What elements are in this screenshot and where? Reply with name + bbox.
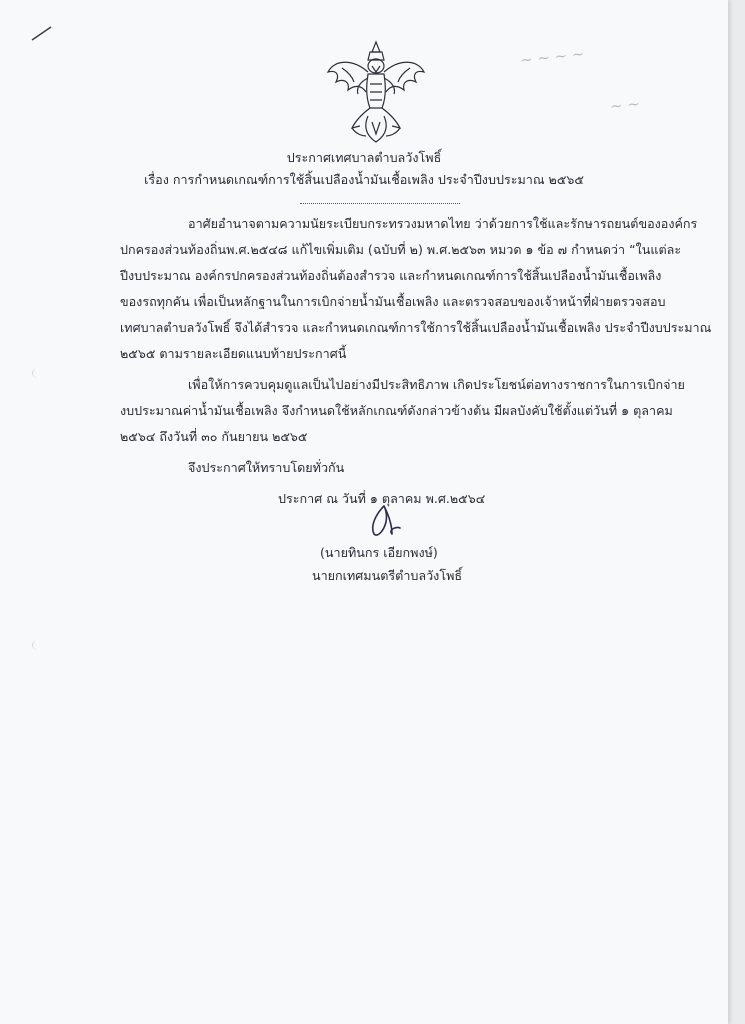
- subject-line: เรื่อง การกำหนดเกณฑ์การใช้สิ้นเปลืองน้ำมันเชื้อเพลิง ประจำปีงบประมาณ ๒๕๖๕: [144, 172, 584, 187]
- signer-name: (นายทินกร เอียกพงษ์): [320, 545, 438, 560]
- punch-hole-mark: [32, 368, 43, 378]
- paragraph1-line: ๒๕๖๕ ตามรายละเอียดแนบท้ายประกาศนี้: [120, 346, 347, 361]
- date-line: ประกาศ ณ วันที่ ๑ ตุลาคม พ.ศ.๒๕๖๔: [278, 491, 486, 506]
- paragraph1-line: ปกครองส่วนท้องถิ่นพ.ศ.๒๕๔๘ แก้ไขเพิ่มเติม (ฉบับที่ ๒) พ.ศ.๒๕๖๓ หมวด ๑ ข้อ ๗ กำหนดว่า “ในแต่ละ: [120, 242, 682, 257]
- garuda-emblem-icon: [322, 38, 430, 146]
- punch-hole-mark: [32, 640, 43, 650]
- closing-line: จึงประกาศให้ทราบโดยทั่วกัน: [188, 460, 345, 475]
- paragraph2-line: งบประมาณค่าน้ำมันเชื้อเพลิง จึงกำหนดใช้หลักเกณฑ์ดังกล่าวข้างต้น มีผลบังคับใช้ตั้งแต่วันที่ ๑ ตุลาคม: [120, 403, 673, 418]
- dotted-separator: [300, 203, 460, 204]
- pen-stroke: [30, 24, 54, 42]
- paragraph1-line: ของรถทุกคัน เพื่อเป็นหลักฐานในการเบิกจ่ายน้ำมันเชื้อเพลิง และตรวจสอบของเจ้าหน้าที่ฝ่ายตรวจสอบ: [120, 294, 666, 309]
- agency-title: ประกาศเทศบาลตำบลวังโพธิ์: [286, 150, 442, 165]
- pencil-mark: ~ ~: [609, 94, 641, 116]
- signature-icon: [362, 500, 404, 542]
- paragraph1-line: อาศัยอำนาจตามความนัยระเบียบกระทรวงมหาดไทย ว่าด้วยการใช้และรักษารถยนต์ขององค์กร: [188, 216, 698, 231]
- paragraph2-line: ๒๕๖๔ ถึงวันที่ ๓๐ กันยายน ๒๕๖๕: [120, 429, 308, 444]
- paragraph1-line: ปีงบประมาณ องค์กรปกครองส่วนท้องถิ่นต้องสำรวจ และกำหนดเกณฑ์การใช้สิ้นเปลืองน้ำมันเชื้อเพลิง: [120, 268, 662, 283]
- pencil-mark: ~ ~ ~ ~: [519, 44, 586, 70]
- paragraph1-line: เทศบาลตำบลวังโพธิ์ จึงได้สำรวจ และกำหนดเกณฑ์การใช้การใช้สิ้นเปลืองน้ำมันเชื้อเพลิง ประจำปีงบประมาณ: [120, 320, 712, 335]
- signer-title: นายกเทศมนตรีตำบลวังโพธิ์: [312, 568, 463, 583]
- paragraph2-line: เพื่อให้การควบคุมดูแลเป็นไปอย่างมีประสิทธิภาพ เกิดประโยชน์ต่อทางราชการในการเบิกจ่าย: [188, 377, 685, 392]
